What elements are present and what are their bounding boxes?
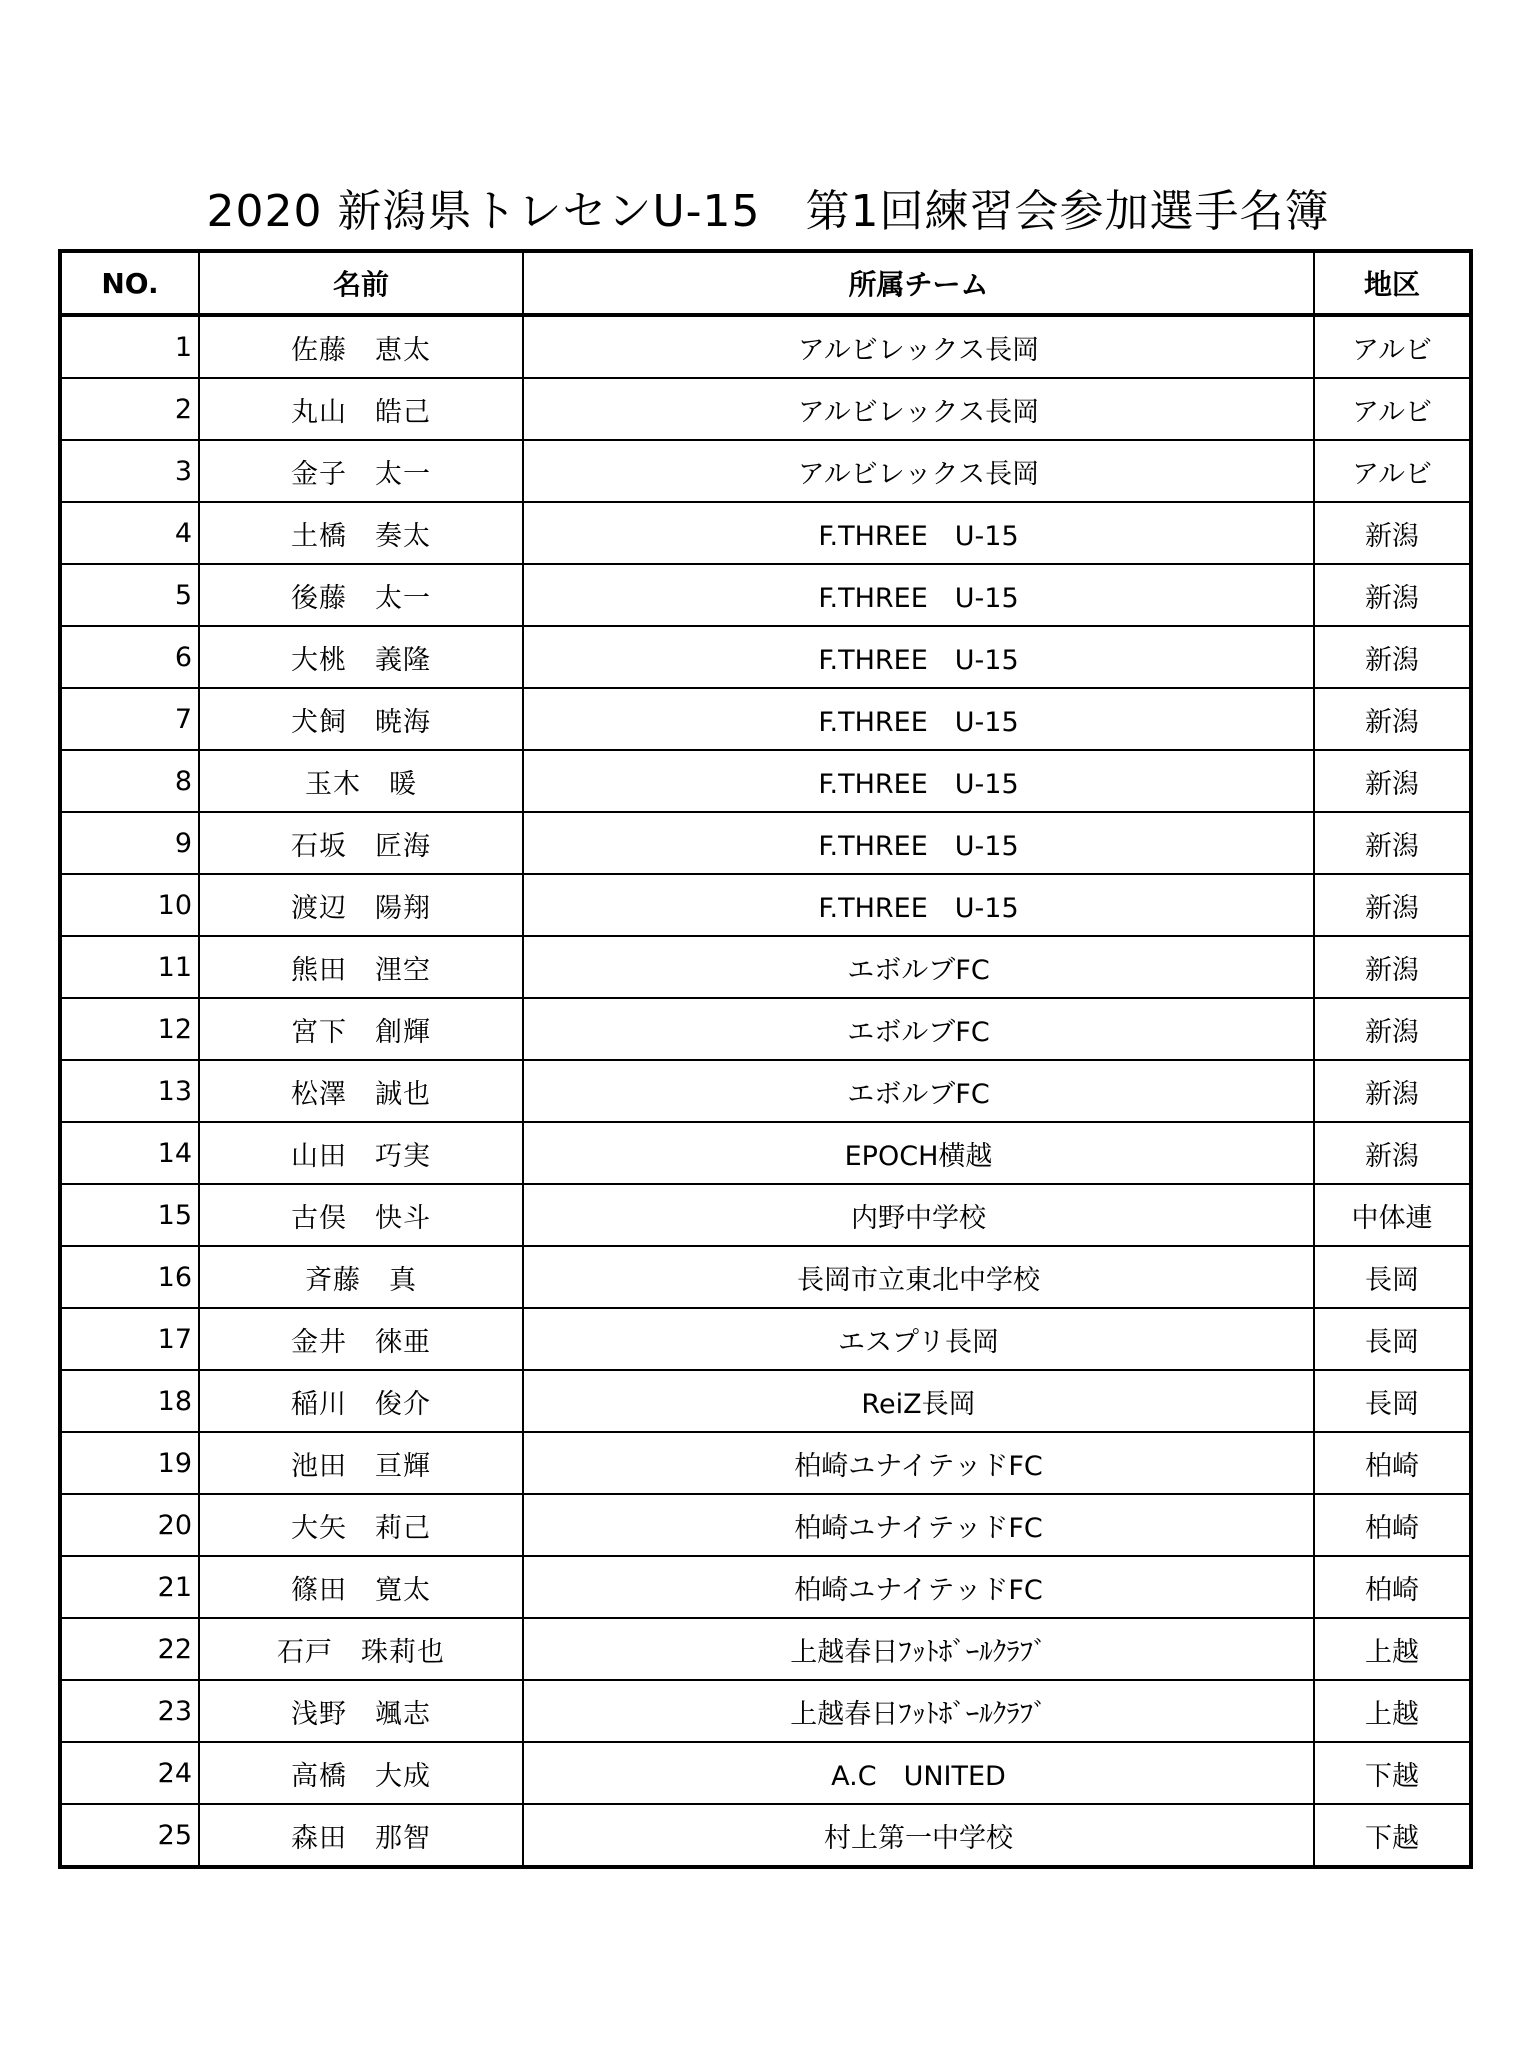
- player-team: エボルブFC: [523, 998, 1314, 1060]
- player-team: ReiZ長岡: [523, 1370, 1314, 1432]
- player-name: 熊田 浬空: [199, 936, 523, 998]
- player-name: 石戸 珠莉也: [199, 1618, 523, 1680]
- player-team: EPOCH横越: [523, 1122, 1314, 1184]
- player-number: 25: [60, 1804, 199, 1867]
- player-name: 玉木 暖: [199, 750, 523, 812]
- player-area: 新潟: [1314, 998, 1471, 1060]
- player-name: 石坂 匠海: [199, 812, 523, 874]
- player-number: 21: [60, 1556, 199, 1618]
- player-number: 20: [60, 1494, 199, 1556]
- player-area: 下越: [1314, 1742, 1471, 1804]
- player-name: 大桃 義隆: [199, 626, 523, 688]
- table-row: [60, 1308, 1471, 1370]
- player-team: 内野中学校: [523, 1184, 1314, 1246]
- table-row: [60, 626, 1471, 688]
- player-team: F.THREE U-15: [523, 812, 1314, 874]
- player-number: 5: [60, 564, 199, 626]
- player-team: 柏崎ユナイテッドFC: [523, 1556, 1314, 1618]
- player-number: 4: [60, 502, 199, 564]
- player-area: 新潟: [1314, 626, 1471, 688]
- player-area: 新潟: [1314, 1122, 1471, 1184]
- player-area: 柏崎: [1314, 1432, 1471, 1494]
- player-number: 1: [60, 315, 199, 378]
- table-row: [60, 998, 1471, 1060]
- table-row: [60, 502, 1471, 564]
- player-name: 大矢 莉己: [199, 1494, 523, 1556]
- player-team: アルビレックス長岡: [523, 440, 1314, 502]
- player-name: 高橋 大成: [199, 1742, 523, 1804]
- player-name: 後藤 太一: [199, 564, 523, 626]
- player-name: 斉藤 真: [199, 1246, 523, 1308]
- player-roster-table: [58, 249, 1473, 1869]
- player-number: 13: [60, 1060, 199, 1122]
- table-row: [60, 688, 1471, 750]
- player-team: 上越春日ﾌｯﾄﾎﾞｰﾙｸﾗﾌﾞ: [523, 1680, 1314, 1742]
- player-number: 8: [60, 750, 199, 812]
- table-header-row: [60, 251, 1471, 315]
- player-team: 村上第一中学校: [523, 1804, 1314, 1867]
- player-area: 新潟: [1314, 936, 1471, 998]
- table-row: [60, 1494, 1471, 1556]
- table-row: [60, 1122, 1471, 1184]
- player-area: 長岡: [1314, 1246, 1471, 1308]
- table-row: [60, 1432, 1471, 1494]
- player-team: A.C UNITED: [523, 1742, 1314, 1804]
- player-team: 柏崎ユナイテッドFC: [523, 1432, 1314, 1494]
- player-number: 17: [60, 1308, 199, 1370]
- player-number: 22: [60, 1618, 199, 1680]
- player-number: 2: [60, 378, 199, 440]
- player-name: 山田 巧実: [199, 1122, 523, 1184]
- player-number: 24: [60, 1742, 199, 1804]
- player-name: 丸山 皓己: [199, 378, 523, 440]
- player-team: アルビレックス長岡: [523, 315, 1314, 378]
- player-area: 柏崎: [1314, 1494, 1471, 1556]
- player-number: 15: [60, 1184, 199, 1246]
- player-area: 新潟: [1314, 564, 1471, 626]
- player-number: 10: [60, 874, 199, 936]
- player-name: 稲川 俊介: [199, 1370, 523, 1432]
- player-team: F.THREE U-15: [523, 626, 1314, 688]
- player-area: 長岡: [1314, 1370, 1471, 1432]
- player-name: 犬飼 暁海: [199, 688, 523, 750]
- player-number: 16: [60, 1246, 199, 1308]
- player-area: 上越: [1314, 1680, 1471, 1742]
- header-name: 名前: [199, 251, 523, 315]
- player-team: F.THREE U-15: [523, 750, 1314, 812]
- player-number: 23: [60, 1680, 199, 1742]
- header-team: 所属チーム: [523, 251, 1314, 315]
- player-name: 森田 那智: [199, 1804, 523, 1867]
- player-number: 14: [60, 1122, 199, 1184]
- player-team: F.THREE U-15: [523, 688, 1314, 750]
- table-row: [60, 1556, 1471, 1618]
- player-name: 浅野 颯志: [199, 1680, 523, 1742]
- player-number: 6: [60, 626, 199, 688]
- header-no: NO.: [60, 251, 199, 315]
- player-team: 柏崎ユナイテッドFC: [523, 1494, 1314, 1556]
- table-row: [60, 1370, 1471, 1432]
- player-team: 長岡市立東北中学校: [523, 1246, 1314, 1308]
- player-number: 11: [60, 936, 199, 998]
- player-area: アルビ: [1314, 440, 1471, 502]
- table-row: [60, 750, 1471, 812]
- player-area: 新潟: [1314, 750, 1471, 812]
- player-number: 9: [60, 812, 199, 874]
- table-row: [60, 936, 1471, 998]
- table-row: [60, 1742, 1471, 1804]
- player-team: エボルブFC: [523, 936, 1314, 998]
- table-row: [60, 874, 1471, 936]
- table-row: [60, 440, 1471, 502]
- table-row: [60, 315, 1471, 378]
- player-team: エスプリ長岡: [523, 1308, 1314, 1370]
- player-name: 佐藤 恵太: [199, 315, 523, 378]
- player-name: 金子 太一: [199, 440, 523, 502]
- player-area: 新潟: [1314, 812, 1471, 874]
- player-name: 金井 徠亜: [199, 1308, 523, 1370]
- player-team: アルビレックス長岡: [523, 378, 1314, 440]
- table-row: [60, 1680, 1471, 1742]
- player-number: 19: [60, 1432, 199, 1494]
- player-team: エボルブFC: [523, 1060, 1314, 1122]
- header-area: 地区: [1314, 251, 1471, 315]
- table-row: [60, 378, 1471, 440]
- player-team: F.THREE U-15: [523, 874, 1314, 936]
- table-row: [60, 564, 1471, 626]
- table-row: [60, 1060, 1471, 1122]
- player-name: 松澤 誠也: [199, 1060, 523, 1122]
- player-area: 新潟: [1314, 688, 1471, 750]
- player-number: 18: [60, 1370, 199, 1432]
- player-name: 土橋 奏太: [199, 502, 523, 564]
- table-body: [60, 315, 1471, 1867]
- table-row: [60, 1804, 1471, 1867]
- player-area: 中体連: [1314, 1184, 1471, 1246]
- player-area: 新潟: [1314, 874, 1471, 936]
- table-row: [60, 1184, 1471, 1246]
- player-number: 7: [60, 688, 199, 750]
- player-number: 12: [60, 998, 199, 1060]
- player-name: 池田 亘輝: [199, 1432, 523, 1494]
- player-name: 篠田 寛太: [199, 1556, 523, 1618]
- player-area: 新潟: [1314, 1060, 1471, 1122]
- table-row: [60, 1618, 1471, 1680]
- player-name: 古俣 快斗: [199, 1184, 523, 1246]
- player-area: 下越: [1314, 1804, 1471, 1867]
- player-team: F.THREE U-15: [523, 502, 1314, 564]
- player-area: 上越: [1314, 1618, 1471, 1680]
- player-team: F.THREE U-15: [523, 564, 1314, 626]
- table-row: [60, 1246, 1471, 1308]
- player-area: 長岡: [1314, 1308, 1471, 1370]
- player-area: 柏崎: [1314, 1556, 1471, 1618]
- player-team: 上越春日ﾌｯﾄﾎﾞｰﾙｸﾗﾌﾞ: [523, 1618, 1314, 1680]
- table-row: [60, 812, 1471, 874]
- player-name: 渡辺 陽翔: [199, 874, 523, 936]
- player-area: アルビ: [1314, 315, 1471, 378]
- player-name: 宮下 創輝: [199, 998, 523, 1060]
- player-number: 3: [60, 440, 199, 502]
- player-area: アルビ: [1314, 378, 1471, 440]
- page-title: 2020 新潟県トレセンU-15 第1回練習会参加選手名簿: [206, 186, 1330, 237]
- player-area: 新潟: [1314, 502, 1471, 564]
